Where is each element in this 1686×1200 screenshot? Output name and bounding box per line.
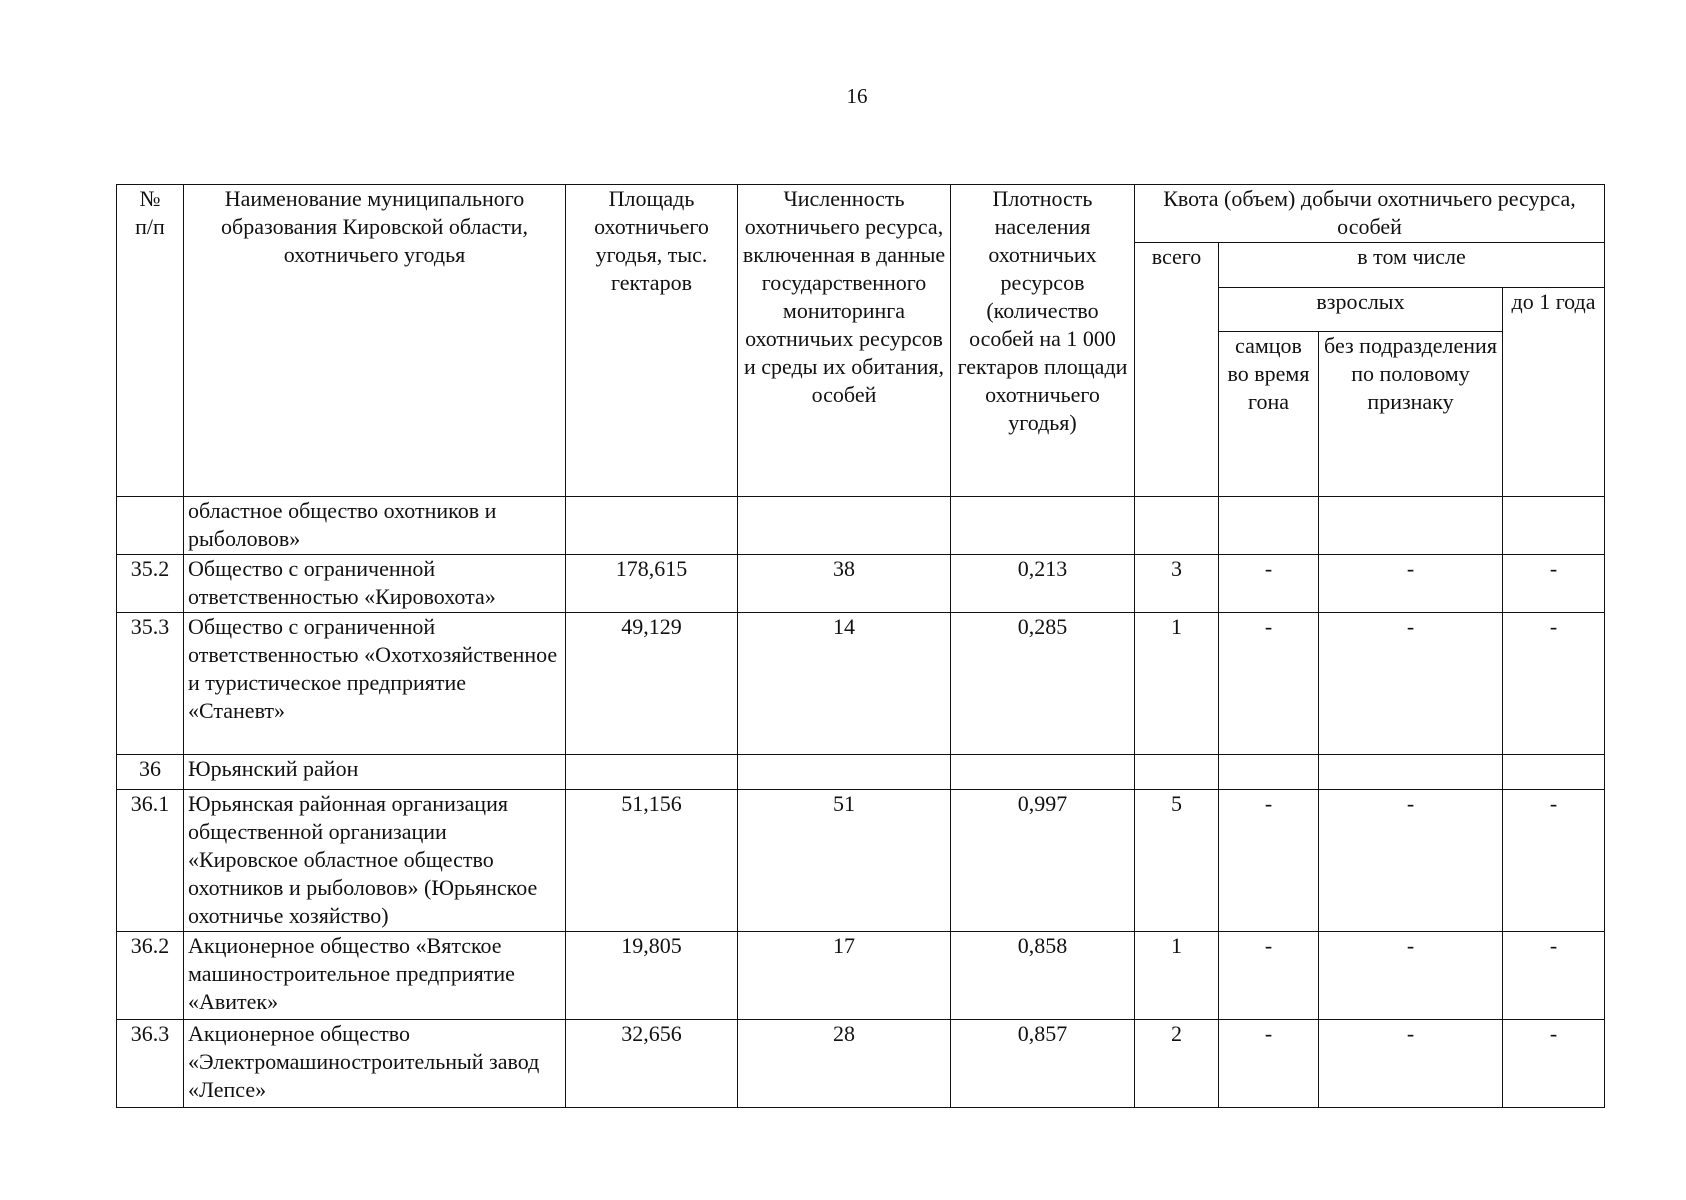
cell-count: 14 xyxy=(738,613,951,755)
table-row xyxy=(117,932,1605,1020)
cell-count: 38 xyxy=(738,555,951,613)
cell-area: 49,129 xyxy=(566,613,738,755)
cell-name: областное общество охотников и рыболовов» xyxy=(184,497,566,555)
header-name: Наименование муниципального образования Кировской области, охотничьего угодья xyxy=(184,185,566,497)
cell-name: Юрьянский район xyxy=(184,755,566,790)
cell-under1: - xyxy=(1503,613,1605,755)
cell-nosex xyxy=(1319,755,1503,790)
cell-males xyxy=(1219,497,1319,555)
cell-density xyxy=(951,755,1135,790)
header-males: самцов во время гона xyxy=(1219,332,1319,497)
cell-num: 36.2 xyxy=(117,932,184,1020)
cell-under1 xyxy=(1503,497,1605,555)
cell-under1 xyxy=(1503,755,1605,790)
header-quota: Квота (объем) добычи охотничьего ресурса, особей xyxy=(1135,185,1605,243)
cell-num: 36.1 xyxy=(117,790,184,932)
cell-count: 17 xyxy=(738,932,951,1020)
header-adults: взрослых xyxy=(1219,288,1503,332)
cell-under1: - xyxy=(1503,932,1605,1020)
cell-area xyxy=(566,755,738,790)
table-row xyxy=(117,755,1605,790)
cell-total: 2 xyxy=(1135,1020,1219,1108)
cell-count xyxy=(738,755,951,790)
cell-males: - xyxy=(1219,555,1319,613)
quota-table xyxy=(116,184,1605,1108)
cell-density: 0,858 xyxy=(951,932,1135,1020)
cell-total xyxy=(1135,497,1219,555)
cell-males: - xyxy=(1219,1020,1319,1108)
cell-nosex: - xyxy=(1319,932,1503,1020)
cell-males: - xyxy=(1219,613,1319,755)
cell-num: 36 xyxy=(117,755,184,790)
header-nosex: без подразделения по половому признаку xyxy=(1319,332,1503,497)
cell-name: Общество с ограниченной ответственностью «Кировохота» xyxy=(184,555,566,613)
header-including: в том числе xyxy=(1219,243,1605,288)
cell-males: - xyxy=(1219,790,1319,932)
cell-area: 178,615 xyxy=(566,555,738,613)
cell-total xyxy=(1135,755,1219,790)
header-count: Численность охотничьего ресурса, включенная в данные государственного мониторинга охотничьих ресурсов и среды их обитания, особей xyxy=(738,185,951,497)
cell-num: 36.3 xyxy=(117,1020,184,1108)
cell-name: Акционерное общество «Электромашиностроительный завод «Лепсе» xyxy=(184,1020,566,1108)
cell-nosex: - xyxy=(1319,1020,1503,1108)
cell-name: Общество с ограниченной ответственностью «Охотхозяйственное и туристическое предприятие «Станевт» xyxy=(184,613,566,755)
cell-num: 35.3 xyxy=(117,613,184,755)
cell-under1: - xyxy=(1503,1020,1605,1108)
cell-total: 1 xyxy=(1135,613,1219,755)
header-num: № п/п xyxy=(117,185,184,497)
cell-count: 28 xyxy=(738,1020,951,1108)
cell-count: 51 xyxy=(738,790,951,932)
header-area: Площадь охотничьего угодья, тыс. гектаров xyxy=(566,185,738,497)
cell-males xyxy=(1219,755,1319,790)
cell-nosex: - xyxy=(1319,555,1503,613)
table-row xyxy=(117,790,1605,932)
cell-density: 0,213 xyxy=(951,555,1135,613)
table-row xyxy=(117,613,1605,755)
cell-under1: - xyxy=(1503,555,1605,613)
cell-males: - xyxy=(1219,932,1319,1020)
cell-density: 0,857 xyxy=(951,1020,1135,1108)
page-number: 16 xyxy=(846,84,868,108)
cell-total: 5 xyxy=(1135,790,1219,932)
cell-name: Юрьянская районная организация общественной организации «Кировское областное общество охотников и рыболовов» (Юрьянское охотничье хозяйство) xyxy=(184,790,566,932)
table-row xyxy=(117,1020,1605,1108)
header-total: всего xyxy=(1135,243,1219,497)
cell-area: 32,656 xyxy=(566,1020,738,1108)
cell-area: 51,156 xyxy=(566,790,738,932)
cell-num xyxy=(117,497,184,555)
cell-name: Акционерное общество «Вятское машиностроительное предприятие «Авитек» xyxy=(184,932,566,1020)
cell-total: 3 xyxy=(1135,555,1219,613)
cell-total: 1 xyxy=(1135,932,1219,1020)
table-row xyxy=(117,497,1605,555)
cell-density xyxy=(951,497,1135,555)
cell-area xyxy=(566,497,738,555)
cell-nosex xyxy=(1319,497,1503,555)
table-row xyxy=(117,555,1605,613)
cell-count xyxy=(738,497,951,555)
cell-density: 0,285 xyxy=(951,613,1135,755)
cell-area: 19,805 xyxy=(566,932,738,1020)
cell-under1: - xyxy=(1503,790,1605,932)
cell-density: 0,997 xyxy=(951,790,1135,932)
header-density: Плотность населения охотничьих ресурсов (количество особей на 1 000 гектаров площади охотничьего угодья) xyxy=(951,185,1135,497)
cell-num: 35.2 xyxy=(117,555,184,613)
header-under1: до 1 года xyxy=(1503,288,1605,497)
cell-nosex: - xyxy=(1319,613,1503,755)
cell-nosex: - xyxy=(1319,790,1503,932)
